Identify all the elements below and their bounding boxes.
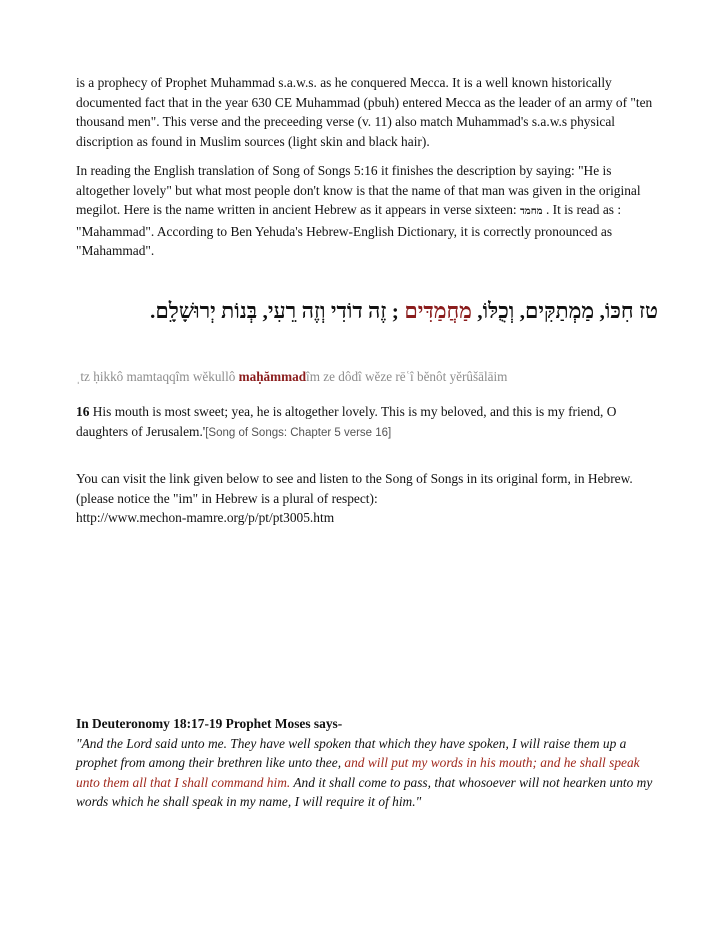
- quote-text: "And the Lord said unto me. They have well spoken that which they have spoken, I will raise them up a prophet from among their brethren like unto thee,: [76, 735, 627, 771]
- hebrew-name: מחמד: [519, 206, 543, 218]
- hebrew-verse-highlight: מַחֲמַדִּים: [404, 299, 472, 323]
- verse-english: [76, 402, 656, 443]
- deuteronomy-section: [76, 714, 656, 812]
- transliteration-line: [76, 369, 507, 385]
- quote-highlight: and will put my words in his mouth; and he shall speak unto them all that I shall command him.: [76, 755, 640, 790]
- transliteration-prefix: ḥikkô mamtaqqîm wĕkullô: [93, 369, 236, 384]
- verse-reference: [Song of Songs: Chapter 5 verse 16]: [205, 426, 392, 439]
- transliteration-highlight: maḥămmad: [238, 369, 307, 384]
- hebrew-verse-suffix: ; זֶה דוֹדִי וְזֶה רֵעִי, בְּנוֹת יְרוּשָׁלִָם.: [150, 299, 399, 323]
- paragraph-link: [76, 469, 656, 528]
- paragraph-text: In reading the English translation of Song of Songs 5:16 it finishes the description by saying: "He is altogether lovely" but what most people don't know is that the name of that man was given in the original megilot. Here is the name written in ancient Hebrew as it appears in verse sixteen:: [76, 163, 641, 218]
- verse-number: 16: [76, 404, 90, 419]
- transliteration-suffix: îm ze dôdî wĕze rēʿî bĕnôt yĕrûšālāim: [306, 369, 508, 384]
- hebrew-verse-prefix: טז חִכּוֹ, מַמְתַקִּים, וְכֻלּוֹ,: [477, 299, 658, 323]
- paragraph-text-continued: . It is read as : "Mahammad". According to Ben Yehuda's Hebrew-English Dictionary, it is correctly pronounced as "Mahammad".: [76, 202, 622, 259]
- hebrew-verse: [70, 298, 658, 325]
- transliteration-mark: ˌtz: [76, 369, 90, 384]
- deuteronomy-quote: [76, 734, 656, 812]
- paragraph-song-of-songs: [76, 161, 656, 261]
- link-intro-text: You can visit the link given below to see and listen to the Song of Songs in its original form, in Hebrew. (please notice the "im" in Hebrew is a plural of respect):: [76, 471, 633, 506]
- verse-text: His mouth is most sweet; yea, he is altogether lovely. This is my beloved, and this is my friend, O daughters of Jerusalem.': [76, 404, 617, 439]
- deuteronomy-heading: In Deuteronomy 18:17-19 Prophet Moses says-: [76, 716, 343, 731]
- quote-text-end: And it shall come to pass, that whosoever will not hearken unto my words which he shall speak in my name, I will require it of him.": [76, 774, 653, 810]
- mechon-mamre-link[interactable]: http://www.mechon-mamre.org/p/pt/pt3005.htm: [76, 510, 335, 526]
- paragraph-prophecy: is a prophecy of Prophet Muhammad s.a.w.s. as he conquered Mecca. It is a well known historically documented fact that in the year 630 CE Muhammad (pbuh) entered Mecca as the leader of an army of "ten thousand men". This verse and the preceeding verse (v. 11) also match Muhammad's s.a.w.s physical discription as found in Muslim sources (light skin and black hair).: [76, 75, 653, 149]
